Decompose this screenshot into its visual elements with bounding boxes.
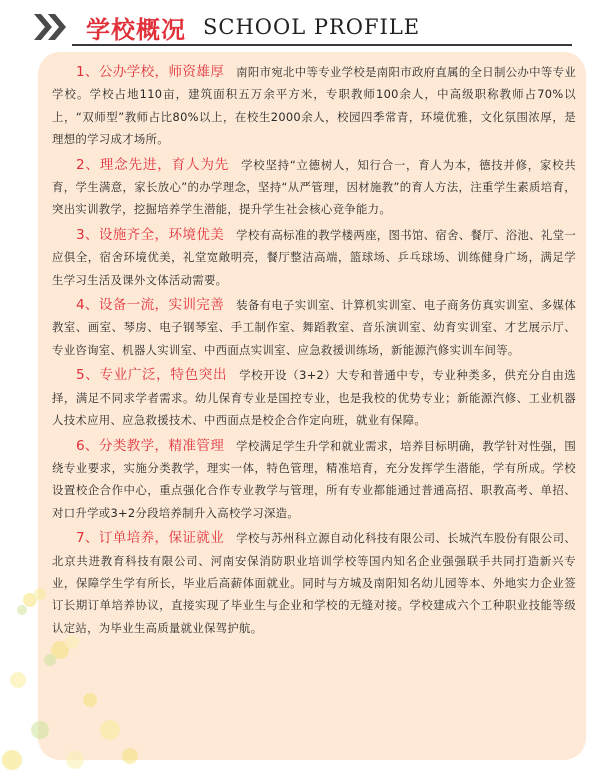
section-7: [52, 527, 576, 639]
section-2: [52, 154, 576, 221]
section-heading: 3、设施齐全，环境优美: [75, 226, 225, 243]
section-1: [52, 61, 576, 151]
section-body: 装备有电子实训室、计算机实训室、电子商务仿真实训室、多媒体教室、画室、琴房、电子钢琴室、手工制作室、舞蹈教室、音乐演训室、幼育实训室、才艺展示厅、专业咨询室、机器人实训室、中西面点实训室、应急救援训练场，新能源汽修实训车间等。: [52, 298, 577, 357]
section-heading: 7、订单培养，保证就业: [75, 530, 225, 547]
double-chevron-icon: [34, 14, 68, 40]
section-heading: 5、专业广泛，特色突出: [75, 367, 228, 384]
section-body: 南阳市宛北中等专业学校是南阳市政府直属的全日制公办中等专业学校。学校占地110亩，建筑面积五万余平方米，专职教师100余人，中高级职称教师占70%以上，“双师型”教师占比80%以上，在校生2000余人，校园四季常青，环境优雅，文化氛围浓厚，是理想的学习成才场所。: [52, 65, 577, 147]
section-body: 学校开设（3+2）大专和普通中专，专业种类多，供充分自由选择，满足不同求学者需求。幼儿保育专业是国控专业，也是我校的优势专业；新能源汽修、工业机器人技术应用、应急救援技术、中西面点是校企合作定向班，就业有保障。: [52, 368, 576, 428]
section-body: 学校满足学生升学和就业需求，培养目标明确，教学针对性强，围绕专业要求，实施分类教学，理实一体，特色管理，精准培育，充分发挥学生潜能，学有所成。学校设置校企合作中心，重点强化合作专业教学与管理，所有专业都能通过普通高招、职教高考、单招、对口升学或3+2分段培养制升入高校学习深造。: [52, 438, 577, 520]
section-body: 学校有高标准的教学楼两座，图书馆、宿舍、餐厅、浴池、礼堂一应俱全，宿舍环境优美，礼堂宽敞明亮，餐厅整洁高端，篮球场、乒乓球场、训练健身广场，满足学生学习生活及课外文体活动需要。: [52, 227, 577, 287]
title-underline: [72, 44, 572, 46]
section-heading: 1、公办学校，师资雄厚: [75, 64, 225, 80]
section-6: [52, 435, 576, 525]
page-title: 学校概况: [86, 16, 186, 44]
section-4: [52, 294, 576, 361]
section-body: 学校与苏州科立源自动化科技有限公司、长城汽车股份有限公司、北京共进教育科技有限公司、河南安保消防职业培训学校等国内知名企业强强联手共同打造新兴专业，保障学生学有所长，毕业后高薪体面就业。同时与方城及南阳知名幼儿园等本、外地实力企业签订长期订单培养协议，直接实现了毕业生与企业和学校的无缝对接。学校建成六个工种职业技能等级认定站，为毕业生高质量就业保驾护航。: [52, 531, 577, 635]
section-body: 学校坚持“立德树人，知行合一，育人为本，德技并修，家校共育，学生满意，家长放心”的办学理念，坚持“从严管理，因材施教”的育人方法，注重学生素质培育，突出实训教学，挖掘培养学生潜能，提升学生社会核心竞争能力。: [52, 157, 576, 217]
page-header: [0, 0, 600, 50]
page-title-english: SCHOOL PROFILE: [203, 15, 421, 39]
section-heading: 4、设备一流，实训完善: [75, 297, 225, 314]
section-3: [52, 224, 576, 291]
section-5: [52, 364, 576, 431]
section-heading: 2、理念先进，育人为先: [75, 156, 230, 173]
school-profile-content: [52, 61, 576, 639]
section-heading: 6、分类教学，精准管理: [75, 437, 225, 454]
